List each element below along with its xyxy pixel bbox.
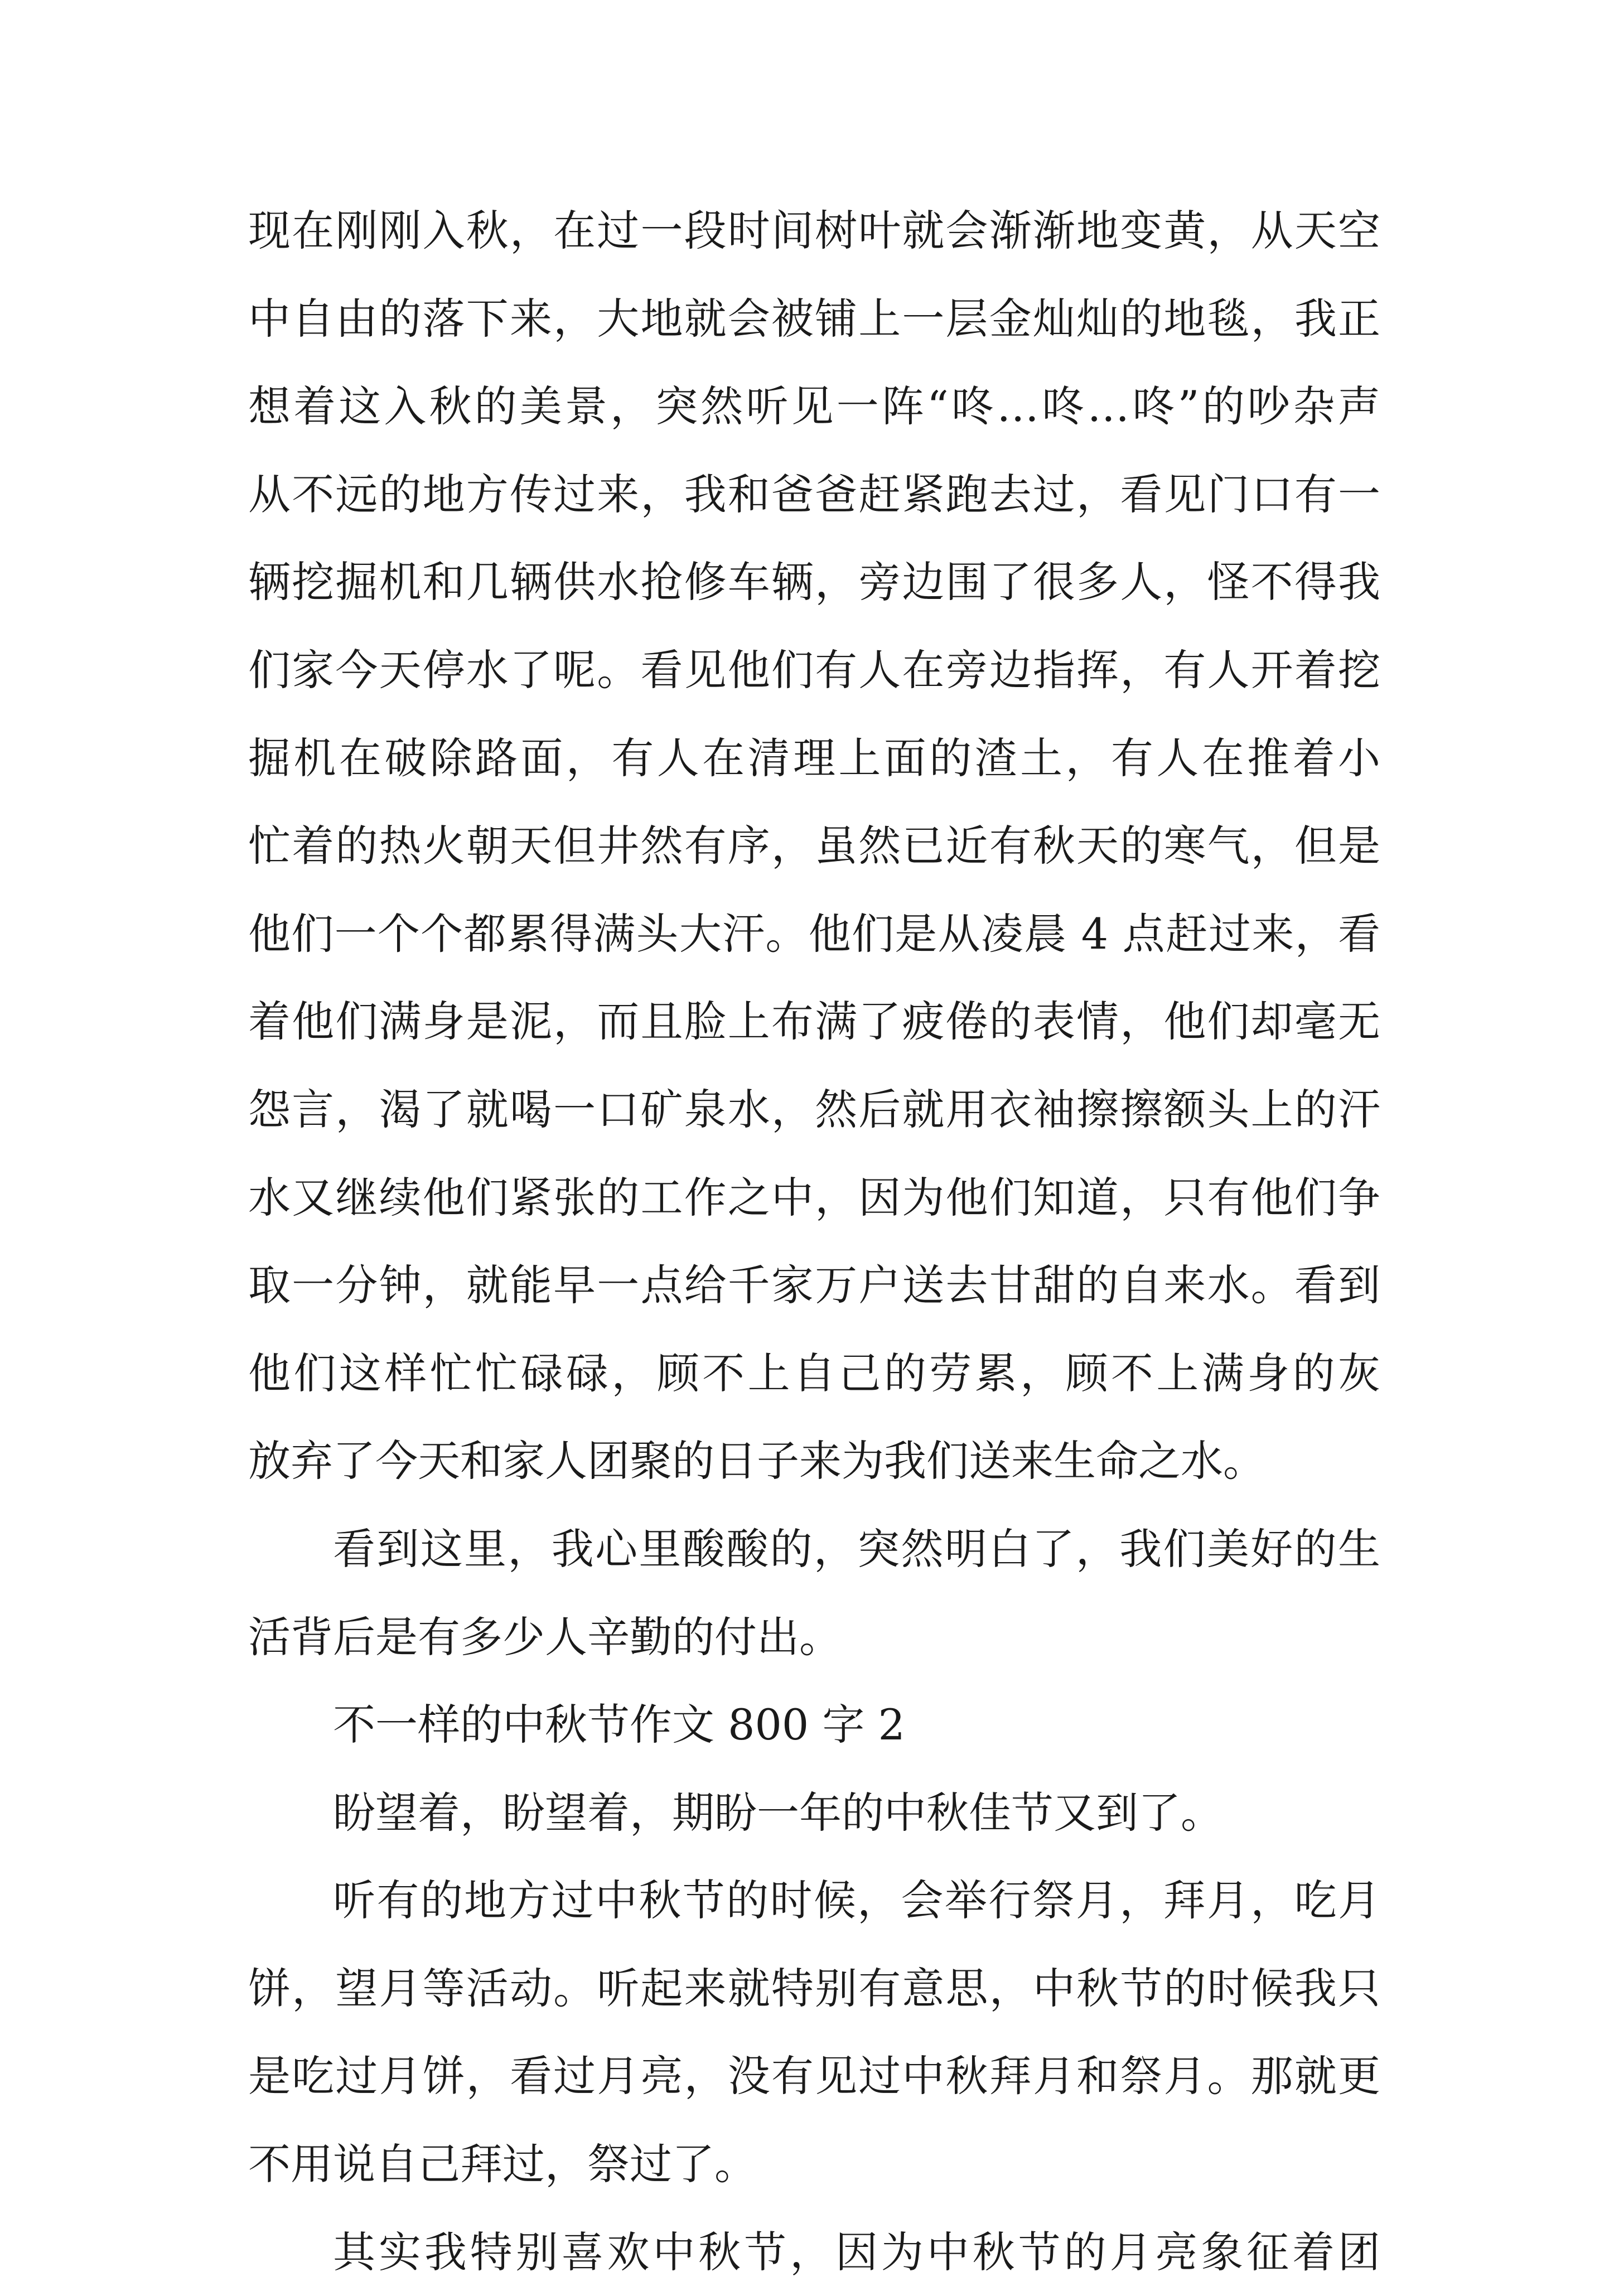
text-line: 水又继续他们紧张的工作之中，因为他们知道，只有他们争	[248, 1172, 1380, 1222]
text-line: 放弃了今天和家人团聚的日子来为我们送来生命之水。	[248, 1436, 1265, 1486]
text-line: 着他们满身是泥，而且脸上布满了疲倦的表情，他们却毫无	[248, 997, 1380, 1047]
text-line: 们家今天停水了呢。看见他们有人在旁边指挥，有人开着挖	[248, 645, 1380, 695]
text-line: 掘机在破除路面，有人在清理上面的渣土，有人在推着小	[248, 733, 1380, 783]
text-line: 从不远的地方传过来，我和爸爸赶紧跑去过，看见门口有一	[248, 469, 1380, 519]
text-line: 他们一个个都累得满头大汗。他们是从凌晨 4 点赶过来，看	[248, 908, 1380, 959]
text-line: 盼望着，盼望着，期盼一年的中秋佳节又到了。	[333, 1787, 1223, 1838]
text-line: 饼，望月等活动。听起来就特别有意思，中秋节的时候我只	[248, 1963, 1380, 2013]
text-line: 取一分钟，就能早一点给千家万户送去甘甜的自来水。看到	[248, 1260, 1380, 1311]
text-line: 活背后是有多少人辛勤的付出。	[248, 1612, 842, 1662]
text-line: 不用说自己拜过，祭过了。	[248, 2139, 757, 2189]
text-line: 他们这样忙忙碌碌，顾不上自己的劳累，顾不上满身的灰	[248, 1348, 1380, 1398]
text-line: 听有的地方过中秋节的时候，会举行祭月，拜月，吃月	[333, 1876, 1380, 1926]
text-line: 辆挖掘机和几辆供水抢修车辆，旁边围了很多人，怪不得我	[248, 557, 1380, 607]
text-line: 看到这里，我心里酸酸的，突然明白了，我们美好的生	[333, 1524, 1380, 1574]
body-text	[248, 187, 1380, 2296]
text-line: 是吃过月饼，看过月亮，没有见过中秋拜月和祭月。那就更	[248, 2051, 1380, 2101]
text-line: 其实我特别喜欢中秋节，因为中秋节的月亮象征着团	[333, 2227, 1380, 2277]
text-line: 现在刚刚入秋，在过一段时间树叶就会渐渐地变黄，从天空	[248, 206, 1380, 255]
text-line: 怨言，渴了就喝一口矿泉水，然后就用衣袖擦擦额头上的汗	[248, 1084, 1380, 1134]
text-line: 中自由的落下来，大地就会被铺上一层金灿灿的地毯，我正	[248, 293, 1380, 344]
text-line: 想着这入秋的美景，突然听见一阵“咚…咚…咚”的吵杂声	[248, 381, 1380, 432]
section-heading: 不一样的中秋节作文 800 字 2	[333, 1700, 905, 1750]
text-line: 忙着的热火朝天但井然有序，虽然已近有秋天的寒气，但是	[248, 821, 1380, 871]
